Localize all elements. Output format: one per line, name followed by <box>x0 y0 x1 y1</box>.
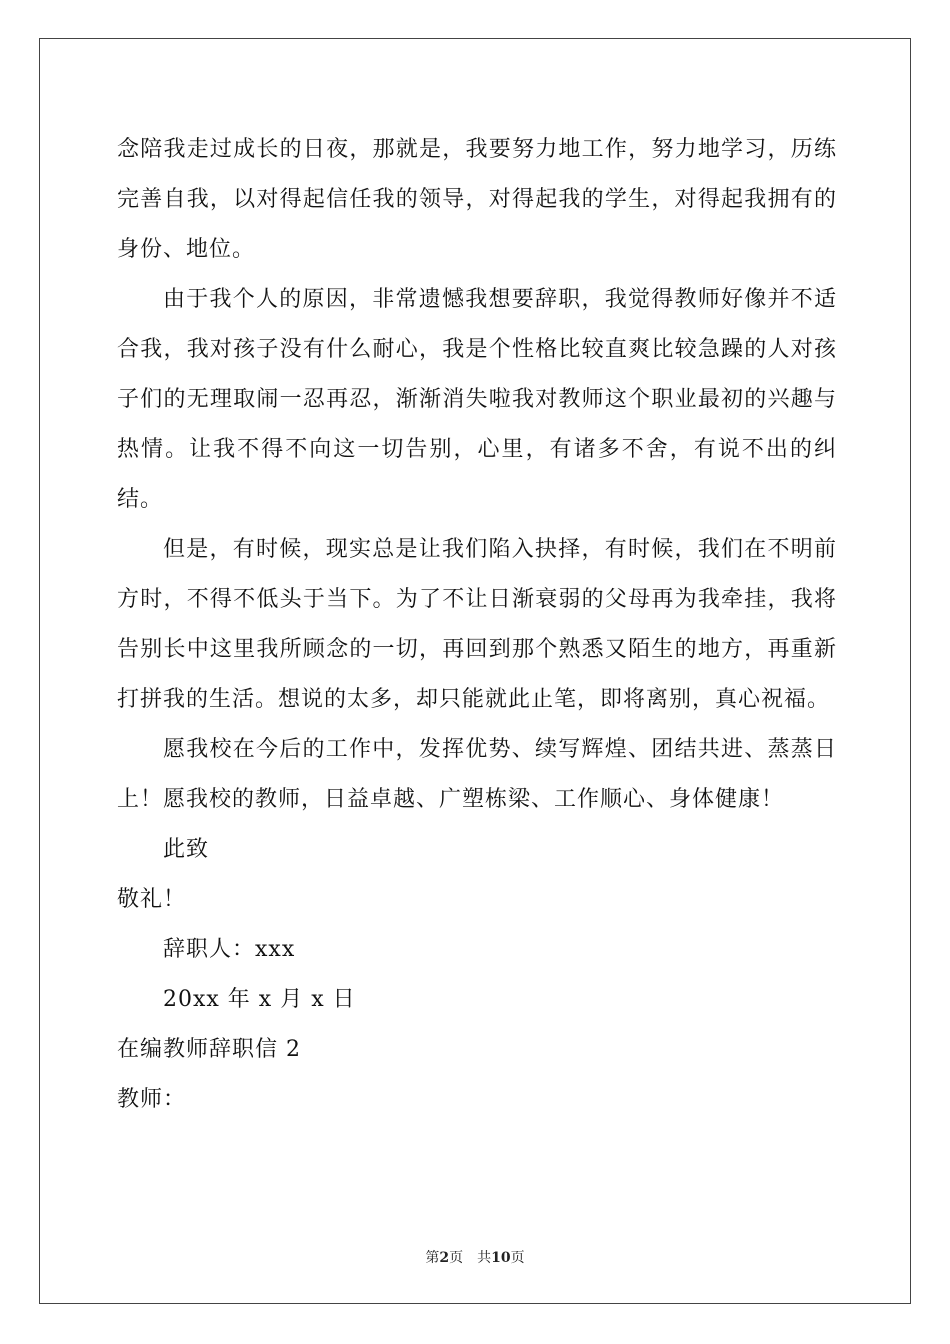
paragraph-1: 念陪我走过成长的日夜，那就是，我要努力地工作，努力地学习，历练完善自我，以对得起信任我的领导，对得起我的学生，对得起我拥有的身份、地位。 <box>117 137 837 262</box>
salute-line: 敬礼！ <box>117 887 187 912</box>
total-suffix: 页 <box>510 1250 525 1266</box>
page-suffix: 页 <box>449 1250 464 1266</box>
document-body <box>117 125 837 1125</box>
closing-line: 此致 <box>163 837 210 862</box>
next-letter-greeting: 教师： <box>117 1087 187 1112</box>
paragraph-2: 由于我个人的原因，非常遗憾我想要辞职，我觉得教师好像并不适合我，我对孩子没有什么耐心，我是个性格比较直爽比较急躁的人对孩子们的无理取闹一忍再忍，渐渐消失啦我对教师这个职业最初的兴趣与热情。让我不得不向这一切告别，心里，有诸多不舍，有说不出的纠结。 <box>117 287 837 512</box>
page-number: 2 <box>439 1250 450 1266</box>
paragraph-4: 愿我校在今后的工作中，发挥优势、续写辉煌、团结共进、蒸蒸日上！愿我校的教师，日益卓越、广塑栋梁、工作顺心、身体健康！ <box>117 737 837 812</box>
date-line: 20xx 年 x 月 x 日 <box>163 987 356 1012</box>
total-pages: 10 <box>491 1250 511 1266</box>
paragraph-3: 但是，有时候，现实总是让我们陷入抉择，有时候，我们在不明前方时，不得不低头于当下。为了不让日渐衰弱的父母再为我牵挂，我将告别长中这里我所顾念的一切，再回到那个熟悉又陌生的地方，再重新打拼我的生活。想说的太多，却只能就此止笔，即将离别，真心祝福。 <box>117 537 837 712</box>
page-footer <box>0 1248 950 1268</box>
signer-line: 辞职人：xxx <box>163 937 296 962</box>
total-prefix: 共 <box>477 1250 492 1266</box>
next-letter-title: 在编教师辞职信 2 <box>117 1037 301 1062</box>
page-prefix: 第 <box>425 1250 440 1266</box>
